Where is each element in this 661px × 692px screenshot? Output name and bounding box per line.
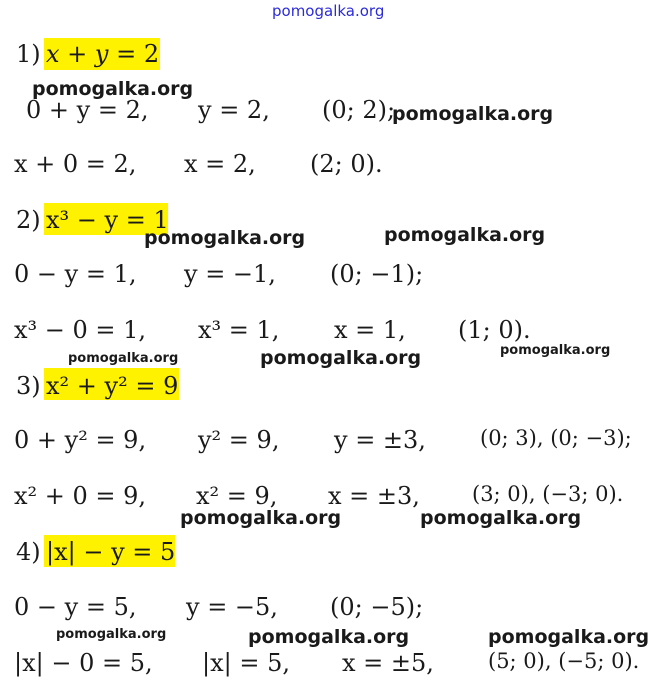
problem-4-equation: |x| − y = 5 bbox=[46, 538, 176, 566]
step-3-2-a: x² + 0 = 9, bbox=[14, 482, 147, 510]
step-1-2-b: x = 2, bbox=[184, 150, 256, 178]
step-2-1-c: (0; −1); bbox=[330, 260, 424, 288]
watermark: pomogalka.org bbox=[144, 227, 306, 249]
step-4-2-d: (5; 0), (−5; 0). bbox=[488, 649, 640, 673]
problem-4-number: 4) bbox=[16, 538, 41, 566]
step-4-2-b: |x| = 5, bbox=[202, 649, 290, 677]
step-2-2-c: x = 1, bbox=[334, 316, 406, 344]
step-3-1-b: y² = 9, bbox=[198, 426, 280, 454]
watermark: pomogalka.org bbox=[32, 78, 194, 100]
step-2-2-a: x³ − 0 = 1, bbox=[14, 316, 147, 344]
problem-3-number: 3) bbox=[16, 372, 41, 400]
step-2-1-a: 0 − y = 1, bbox=[14, 260, 137, 288]
watermark: pomogalka.org bbox=[260, 347, 422, 369]
step-3-2-d: (3; 0), (−3; 0). bbox=[472, 482, 624, 506]
step-3-1-d: (0; 3), (0; −3); bbox=[480, 426, 632, 450]
step-1-1-a: 0 + y = 2, bbox=[26, 96, 149, 124]
step-4-1-c: (0; −5); bbox=[330, 593, 424, 621]
watermark: pomogalka.org bbox=[420, 507, 582, 529]
watermark: pomogalka.org bbox=[180, 507, 342, 529]
step-4-2-c: x = ±5, bbox=[342, 649, 434, 677]
watermark: pomogalka.org bbox=[248, 626, 410, 648]
problem-2-number: 2) bbox=[16, 206, 41, 234]
step-2-1-b: y = −1, bbox=[184, 260, 276, 288]
step-3-1-a: 0 + y² = 9, bbox=[14, 426, 147, 454]
watermark-top: pomogalka.org bbox=[272, 2, 385, 20]
problem-2-equation: x³ − y = 1 bbox=[46, 206, 169, 234]
step-4-1-a: 0 − y = 5, bbox=[14, 593, 137, 621]
step-2-2-d: (1; 0). bbox=[458, 316, 531, 344]
step-1-1-c: (0; 2); bbox=[322, 96, 396, 124]
watermark: pomogalka.org bbox=[500, 343, 611, 358]
step-3-1-c: y = ±3, bbox=[334, 426, 426, 454]
watermark: pomogalka.org bbox=[56, 627, 167, 642]
watermark: pomogalka.org bbox=[488, 626, 650, 648]
step-4-1-b: y = −5, bbox=[186, 593, 278, 621]
problem-1-equation: x + y = 2 bbox=[46, 40, 160, 68]
step-3-2-c: x = ±3, bbox=[328, 482, 420, 510]
step-3-2-b: x² = 9, bbox=[196, 482, 278, 510]
problem-3-equation: x² + y² = 9 bbox=[46, 372, 179, 400]
step-4-2-a: |x| − 0 = 5, bbox=[14, 649, 153, 677]
watermark: pomogalka.org bbox=[392, 103, 554, 125]
step-1-1-b: y = 2, bbox=[198, 96, 270, 124]
problem-1-number: 1) bbox=[16, 40, 41, 68]
watermark: pomogalka.org bbox=[68, 351, 179, 366]
step-2-2-b: x³ = 1, bbox=[198, 316, 280, 344]
step-1-2-a: x + 0 = 2, bbox=[14, 150, 137, 178]
watermark: pomogalka.org bbox=[384, 224, 546, 246]
step-1-2-c: (2; 0). bbox=[310, 150, 383, 178]
